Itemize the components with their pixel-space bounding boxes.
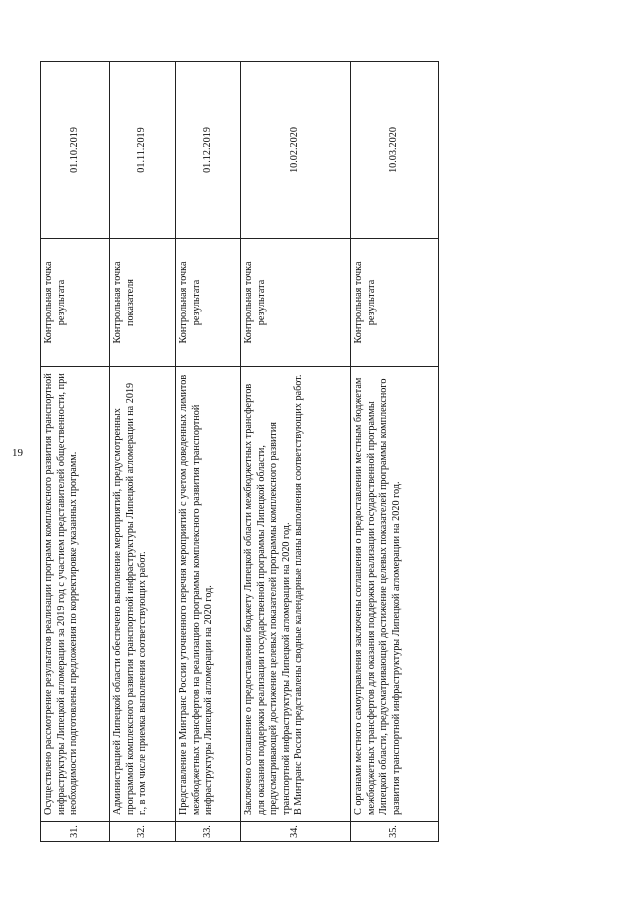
- row-date: 01.11.2019: [110, 62, 176, 239]
- row-description: [176, 367, 241, 822]
- row-description: [241, 367, 351, 822]
- row-type: Контрольная точка результата: [241, 239, 351, 367]
- row-date: 10.02.2020: [241, 62, 351, 239]
- table-row: [241, 62, 351, 842]
- table-row: [176, 62, 241, 842]
- row-description-text: Администрацией Липецкой области обеспечено выполнение мероприятий, предусмотренных программой комплексного развития транспортной инфраструктуры Липецкой агломерации на 2019 г., в том числе приемка выполнения соответствующих работ.: [112, 382, 149, 815]
- row-type: Контрольная точка результата: [176, 239, 241, 367]
- table-row: [110, 62, 176, 842]
- control-points-table-rotated: [40, 62, 438, 842]
- row-number: 34.: [241, 822, 351, 842]
- row-number: 33.: [176, 822, 241, 842]
- row-number: 35.: [351, 822, 439, 842]
- row-date: 01.10.2019: [41, 62, 110, 239]
- row-date: 10.03.2020: [351, 62, 439, 239]
- row-type: Контрольная точка результата: [351, 239, 439, 367]
- table-wrapper: [40, 62, 640, 838]
- table-row: [351, 62, 439, 842]
- page-number: 19: [12, 447, 23, 459]
- table-row: [41, 62, 110, 842]
- row-date: 01.12.2019: [176, 62, 241, 239]
- row-type: Контрольная точка результата: [41, 239, 110, 367]
- row-description: [351, 367, 439, 822]
- row-description-text: С органами местного самоуправления заключены соглашения о предоставлении местным бюджетам межбюджетных трансфертов для оказания поддержки реализации государственной программы Липецкой области, предусматривающей достижение целевых показателей программы комплексного развития транспортной инфраструктуры Липецкой агломерации на 2020 год.: [353, 377, 402, 815]
- row-description: [41, 367, 110, 822]
- row-number: 32.: [110, 822, 176, 842]
- control-points-table: [40, 61, 439, 842]
- row-description-text: Представление в Минтранс России уточненного перечня мероприятий с учетом доведенных лимитов межбюджетных трансфертов на реализацию программы комплексного развития транспортной инфраструктуры Липецкой агломерации на 2020 год.: [178, 374, 215, 815]
- row-description-text: Заключено соглашение о предоставлении бюджету Липецкой области межбюджетных трансфертов для оказания поддержки реализации государственной программы Липецкой области, предусматривающей достижение целевых показателей программы комплексного развития транспортной инфраструктуры Липецкой агломерации на 2020 год. В Минтранс России представлены сводные календарные планы выполнения соответствующих работ.: [243, 374, 305, 815]
- row-type: Контрольная точка показателя: [110, 239, 176, 367]
- row-number: 31.: [41, 822, 110, 842]
- row-description: [110, 367, 176, 822]
- row-description-text: Осуществлено рассмотрение результатов реализации программ комплексного развития транспортной инфраструктуры Липецкой агломерации за 2019 год с участием представителей общественности, при необходимости подготовлены предложения по корректировке указанных программ.: [43, 373, 80, 815]
